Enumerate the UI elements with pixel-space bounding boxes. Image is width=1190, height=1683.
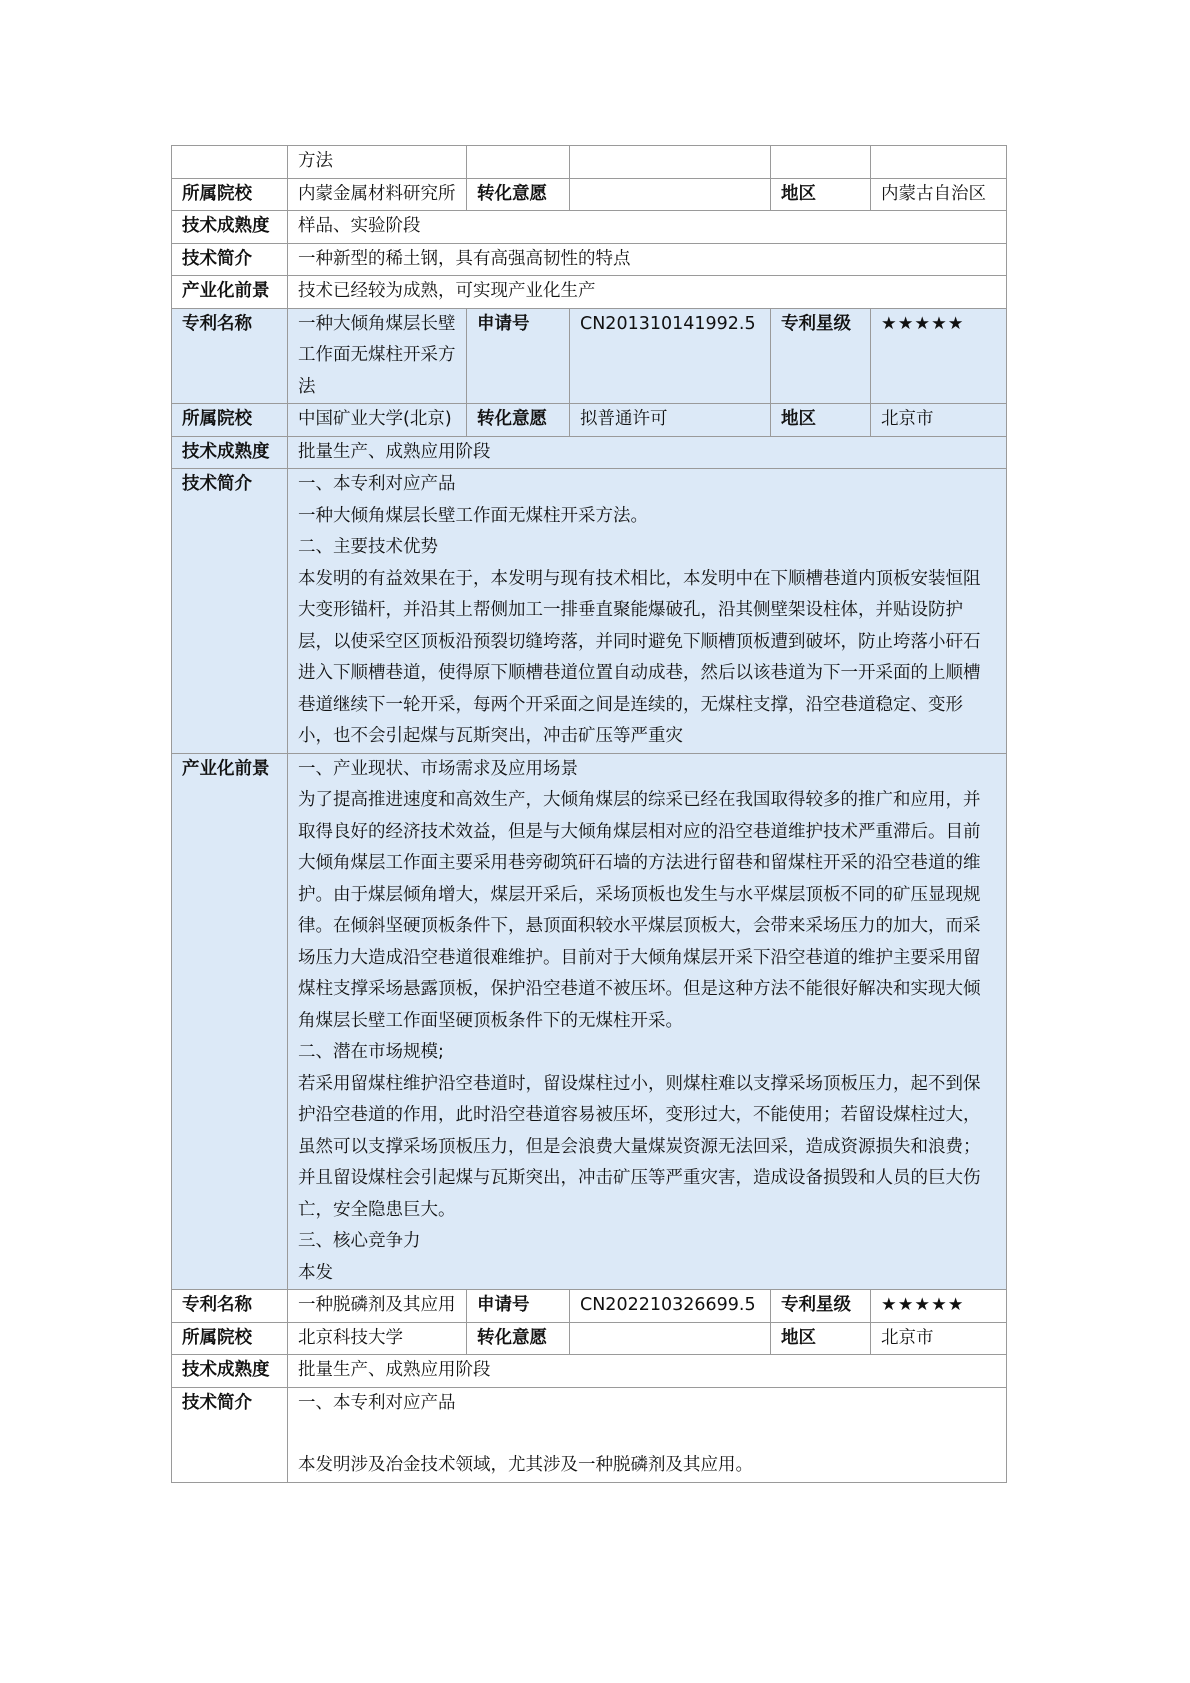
institution-label: 所属院校 (172, 178, 288, 211)
maturity-label: 技术成熟度 (172, 1355, 288, 1388)
record1-prospect-row (172, 276, 1007, 309)
record1-transfer-intent (570, 178, 771, 211)
region-label: 地区 (771, 404, 871, 437)
record2-prospect-row (172, 753, 1007, 1290)
record2-intro-heading-1: 一、本专利对应产品 (298, 474, 456, 494)
transfer-intent-label: 转化意愿 (467, 404, 570, 437)
record1-maturity-row (172, 211, 1007, 244)
record2-intro-text-1: 一种大倾角煤层长壁工作面无煤柱开采方法。 (298, 505, 648, 526)
region-label: 地区 (771, 178, 871, 211)
record2-stars: ★★★★★ (871, 308, 1007, 404)
record3-intro-blank-line (298, 1419, 996, 1450)
record2-region: 北京市 (871, 404, 1007, 437)
record3-name-row (172, 1290, 1007, 1323)
record1-name-label-cell (172, 146, 288, 179)
patent-name-label: 专利名称 (172, 1290, 288, 1323)
record1-intro: 一种新型的稀土钢，具有高强高韧性的特点 (288, 243, 1007, 276)
record3-name: 一种脱磷剂及其应用 (288, 1290, 467, 1323)
record2-name-row (172, 308, 1007, 404)
record3-intro-heading-1: 一、本专利对应产品 (298, 1392, 456, 1413)
record2-intro-heading-2: 二、主要技术优势 (298, 537, 438, 557)
application-no-label: 申请号 (467, 1290, 570, 1323)
record1-institution: 内蒙金属材料研究所 (288, 178, 467, 211)
record2-prospect-text-3: 本发 (298, 1262, 333, 1283)
record1-name-tail: 方法 (288, 146, 467, 179)
record2-institution-row (172, 404, 1007, 437)
record2-prospect (288, 753, 1007, 1290)
record3-institution-row (172, 1322, 1007, 1355)
record2-maturity-row (172, 436, 1007, 469)
intro-label: 技术简介 (172, 469, 288, 754)
patent-table-page (171, 145, 1006, 1483)
record2-application-no: CN201310141992.5 (570, 308, 771, 404)
record2-prospect-heading-1: 一、产业现状、市场需求及应用场景 (298, 758, 578, 779)
record2-institution: 中国矿业大学(北京) (288, 404, 467, 437)
record2-name: 一种大倾角煤层长壁工作面无煤柱开采方法 (288, 308, 467, 404)
maturity-label: 技术成熟度 (172, 211, 288, 244)
record3-stars: ★★★★★ (871, 1290, 1007, 1323)
record2-prospect-text-1: 为了提高推进速度和高效生产，大倾角煤层的综采已经在我国取得较多的推广和应用，并取得良好的经济技术效益，但是与大倾角煤层相对应的沿空巷道维护技术严重滞后。目前大倾角煤层工作面主要采用巷旁砌筑矸石墙的方法进行留巷和留煤柱开采的沿空巷道的维护。由于煤层倾角增大，煤层开采后，采场顶板也发生与水平煤层顶板不同的矿压显现规律。在倾斜坚硬顶板条件下，悬顶面积较水平煤层顶板大，会带来采场压力的加大，而采场压力大造成沿空巷道很难维护。目前对于大倾角煤层开采下沿空巷道的维护主要采用留煤柱支撑采场悬露顶板，保护沿空巷道不被压坏。但是这种方法不能很好解决和实现大倾角煤层长壁工作面坚硬顶板条件下的无煤柱开采。 (298, 790, 981, 1031)
record1-prospect: 技术已经较为成熟，可实现产业化生产 (288, 276, 1007, 309)
record2-intro (288, 469, 1007, 754)
patent-name-label: 专利名称 (172, 308, 288, 404)
patent-stars-label: 专利星级 (771, 308, 871, 404)
patent-stars-label: 专利星级 (771, 1290, 871, 1323)
record2-prospect-heading-2: 二、潜在市场规模; (298, 1042, 444, 1062)
prospect-label: 产业化前景 (172, 753, 288, 1290)
record2-maturity: 批量生产、成熟应用阶段 (288, 436, 1007, 469)
application-no-label: 申请号 (467, 308, 570, 404)
record1-region: 内蒙古自治区 (871, 178, 1007, 211)
record3-transfer-intent (570, 1322, 771, 1355)
record1-stars-label-cell (771, 146, 871, 179)
record3-region: 北京市 (871, 1322, 1007, 1355)
record3-intro-text-1: 本发明涉及冶金技术领域，尤其涉及一种脱磷剂及其应用。 (298, 1455, 753, 1475)
record1-name-row (172, 146, 1007, 179)
record2-prospect-heading-3: 三、核心竞争力 (298, 1231, 421, 1251)
record2-transfer-intent: 拟普通许可 (570, 404, 771, 437)
prospect-label: 产业化前景 (172, 276, 288, 309)
record1-institution-row (172, 178, 1007, 211)
record2-prospect-text-2: 若采用留煤柱维护沿空巷道时，留设煤柱过小，则煤柱难以支撑采场顶板压力，起不到保护沿空巷道的作用，此时沿空巷道容易被压坏，变形过大，不能使用；若留设煤柱过大，虽然可以支撑采场顶板压力，但是会浪费大量煤炭资源无法回采，造成资源损失和浪费；并且留设煤柱会引起煤与瓦斯突出，冲击矿压等严重灾害，造成设备损毁和人员的巨大伤亡，安全隐患巨大。 (298, 1073, 981, 1220)
record3-application-no: CN202210326699.5 (570, 1290, 771, 1323)
record1-stars-cell (871, 146, 1007, 179)
maturity-label: 技术成熟度 (172, 436, 288, 469)
record2-intro-row (172, 469, 1007, 754)
record2-intro-text-2: 本发明的有益效果在于，本发明与现有技术相比，本发明中在下顺槽巷道内顶板安装恒阻大变形锚杆，并沿其上帮侧加工一排垂直聚能爆破孔，沿其侧壁架设柱体，并贴设防护层，以使采空区顶板沿预裂切缝垮落，并同时避免下顺槽顶板遭到破坏，防止垮落小矸石进入下顺槽巷道，使得原下顺槽巷道位置自动成巷，然后以该巷道为下一开采面的上顺槽巷道继续下一轮开采，每两个开采面之间是连续的，无煤柱支撑，沿空巷道稳定、变形小，也不会引起煤与瓦斯突出，冲击矿压等严重灾 (298, 568, 981, 746)
patent-table (171, 145, 1007, 1483)
institution-label: 所属院校 (172, 1322, 288, 1355)
intro-label: 技术简介 (172, 243, 288, 276)
record3-intro-row (172, 1387, 1007, 1482)
record3-institution: 北京科技大学 (288, 1322, 467, 1355)
record1-intro-row (172, 243, 1007, 276)
transfer-intent-label: 转化意愿 (467, 1322, 570, 1355)
record3-intro (288, 1387, 1007, 1482)
record1-appno-cell (570, 146, 771, 179)
region-label: 地区 (771, 1322, 871, 1355)
intro-label: 技术简介 (172, 1387, 288, 1482)
record3-maturity-row (172, 1355, 1007, 1388)
record3-maturity: 批量生产、成熟应用阶段 (288, 1355, 1007, 1388)
record1-appno-label-cell (467, 146, 570, 179)
institution-label: 所属院校 (172, 404, 288, 437)
record1-maturity: 样品、实验阶段 (288, 211, 1007, 244)
transfer-intent-label: 转化意愿 (467, 178, 570, 211)
